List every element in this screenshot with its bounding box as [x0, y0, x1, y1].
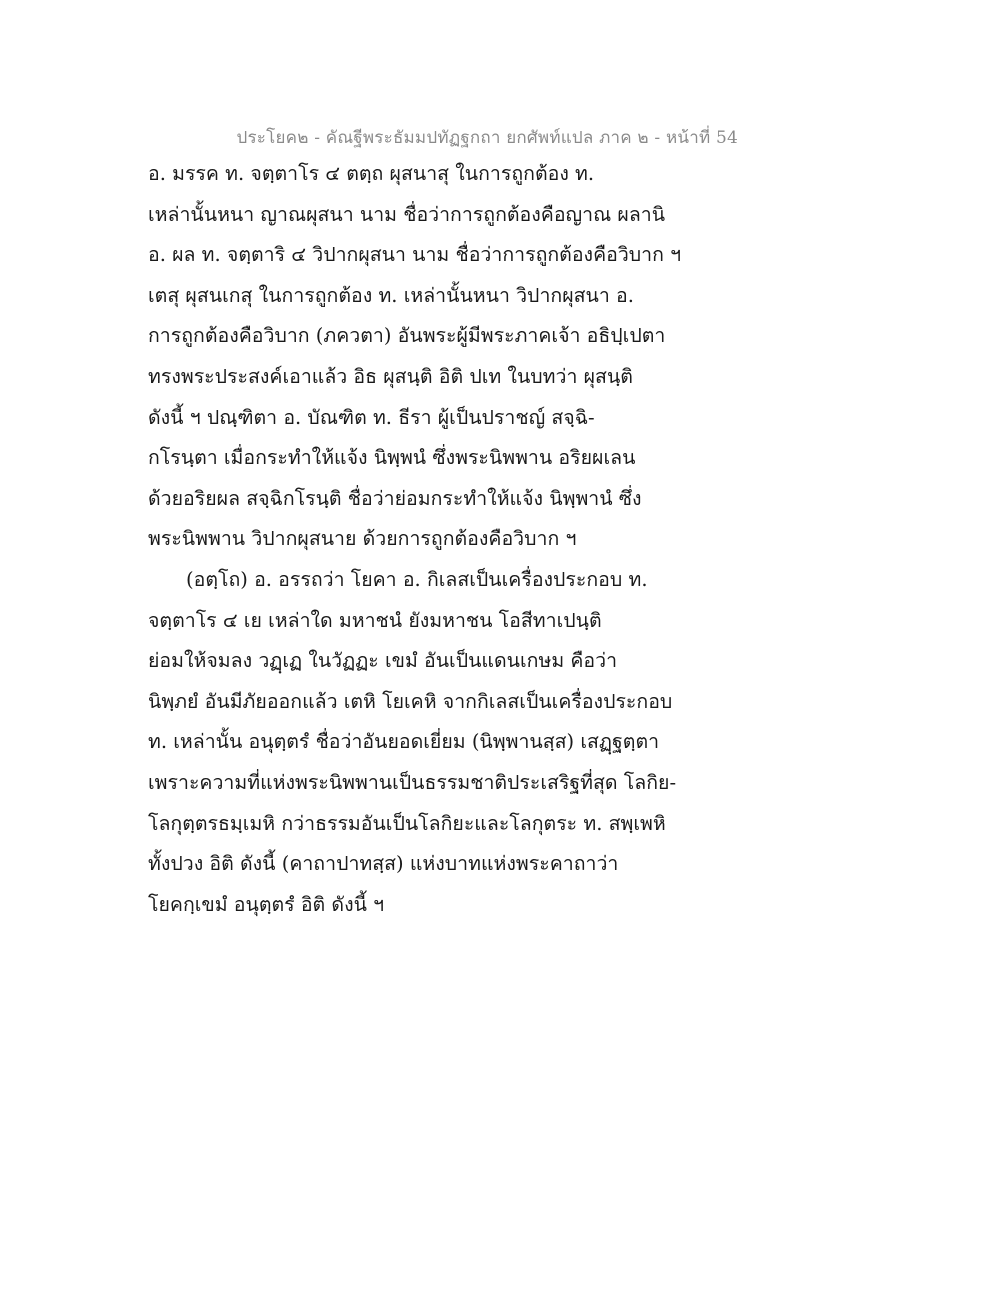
text-line: ด้วยอริยผล สจฺฉิกโรนฺติ ชื่อว่าย่อมกระทำให้แจ้ง นิพฺพานํ ซึ่ง — [148, 486, 642, 510]
text-line: ทรงพระประสงค์เอาแล้ว อิธ ผุสนฺติ อิติ ปเท ในบทว่า ผุสนฺติ — [148, 364, 633, 388]
text-line: อ. มรรค ท. จตฺตาโร ๔ ตตฺถ ผุสนาสุ ในการถูกต้อง ท. — [148, 162, 595, 185]
text-line: อ. ผล ท. จตฺตาริ ๔ วิปากผุสนา นาม ชื่อว่าการถูกต้องคือวิบาก ฯ — [148, 243, 682, 267]
text-line: นิพฺภยํ อันมีภัยออกแล้ว เตหิ โยเคหิ จากกิเลสเป็นเครื่องประกอบ — [148, 689, 673, 713]
text-line: ดังนี้ ฯ ปณฺฑิตา อ. บัณฑิต ท. ธีรา ผู้เป็นปราชญ์ สจฺฉิ- — [148, 405, 595, 429]
text-line: พระนิพพาน วิปากผุสนาย ด้วยการถูกต้องคือวิบาก ฯ — [148, 527, 577, 551]
running-header: ประโยค๒ - คัณฐีพระธัมมปทัฏฐกถา ยกศัพท์แปล ภาค ๒ - หน้าที่ 54 — [236, 128, 738, 148]
text-line: จตฺตาโร ๔ เย เหล่าใด มหาชนํ ยังมหาชน โอสีทาเปนฺติ — [148, 608, 602, 632]
text-line: ท. เหล่านั้น อนุตฺตรํ ชื่อว่าอันยอดเยี่ยม (นิพฺพานสฺส) เสฏฺฐตฺตา — [148, 730, 660, 754]
body-text — [148, 154, 848, 925]
text-line: เตสุ ผุสนเกสุ ในการถูกต้อง ท. เหล่านั้นหนา วิปากผุสนา อ. — [148, 283, 634, 307]
text-line: โยคกฺเขมํ อนุตฺตรํ อิติ ดังนี้ ฯ — [148, 892, 385, 916]
text-line: เหล่านั้นหนา ญาณผุสนา นาม ชื่อว่าการถูกต้องคือญาณ ผลานิ — [148, 202, 666, 226]
text-line: เพราะความที่แห่งพระนิพพานเป็นธรรมชาติประเสริฐที่สุด โลกิย- — [148, 770, 677, 794]
text-line: ย่อมให้จมลง วฏฺเฏ ในวัฏฏะ เขมํ อันเป็นแดนเกษม คือว่า — [148, 649, 618, 673]
paragraph-start-line: (อตฺโถ) อ. อรรถว่า โยคา อ. กิเลสเป็นเครื่องประกอบ ท. — [186, 567, 648, 591]
text-line: ทั้งปวง อิติ ดังนี้ (คาถาปาทสฺส) แห่งบาทแห่งพระคาถาว่า — [148, 852, 619, 876]
text-line: การถูกต้องคือวิบาก (ภควตา) อันพระผู้มีพระภาคเจ้า อธิปฺเปตา — [148, 324, 666, 348]
text-line: โลกุตฺตรธมฺเมหิ กว่าธรรมอันเป็นโลกิยะและโลกุตระ ท. สพฺเพหิ — [148, 811, 666, 835]
text-line: กโรนฺตา เมื่อกระทำให้แจ้ง นิพฺพนํ ซึ่งพระนิพพาน อริยผเลน — [148, 446, 636, 470]
